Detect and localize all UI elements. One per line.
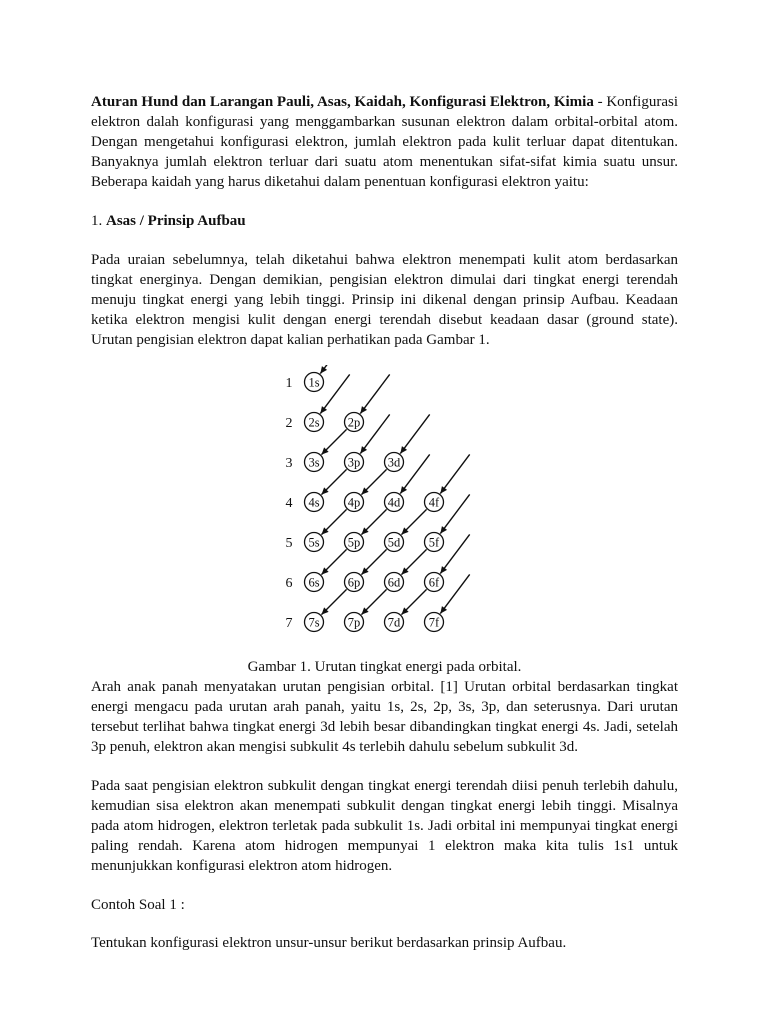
filling-paragraph: Pada saat pengisian elektron subkulit dengan tingkat energi terendah diisi penuh terlebih dahulu, kemudian sisa elektron akan menempati subkulit dengan tingkat energi lebih tinggi. Misalnya pada atom hidrogen, elektron terletak pada subkulit 1s. Jadi orbital ini mempunyai tingkat energi paling rendah. Karena atom hidrogen mempunyai 1 elektron maka kita tulis 1s1 untuk menunjukkan konfigurasi elektron atom hidrogen.	[91, 778, 678, 874]
filling-arrow-head	[320, 366, 327, 374]
filling-arrow-line	[440, 534, 469, 573]
filling-arrow-head	[440, 606, 447, 614]
orbital-label: 7s	[308, 615, 320, 630]
shell-level-label: 6	[285, 576, 293, 591]
orbital-label: 6f	[428, 575, 440, 590]
filling-arrow-line	[400, 454, 429, 493]
filling-arrow-line	[440, 574, 469, 613]
example-question: Tentukan konfigurasi elektron unsur-unsur berikut berdasarkan prinsip Aufbau.	[91, 935, 567, 951]
orbital-label: 7f	[428, 615, 440, 630]
aufbau-paragraph: Pada uraian sebelumnya, telah diketahui bahwa elektron menempati kulit atom berdasarkan tingkat energinya. Dengan demikian, pengisian elektron dimulai dari tingkat energi terendah menuju tingkat energi yang lebih tinggi. Prinsip ini dikenal dengan prinsip Aufbau. Keadaan ketika elektron mengisi kulit dengan energi terendah disebut keadaan dasar (ground state). Urutan pengisian elektron dapat kalian perhatikan pada Gambar 1.	[91, 252, 678, 348]
filling-arrow-line	[440, 494, 469, 533]
orbital-label: 3p	[347, 455, 361, 470]
title-separator: -	[593, 94, 607, 110]
article-title: Aturan Hund dan Larangan Pauli, Asas, Kaidah, Konfigurasi Elektron, Kimia	[91, 94, 594, 110]
aufbau-diagram	[91, 365, 678, 657]
aufbau-diagram-svg	[91, 365, 678, 657]
orbital-label: 7d	[387, 615, 401, 630]
filling-arrow-head	[400, 446, 407, 454]
orbital-label: 5f	[428, 535, 440, 550]
filling-arrow-head	[320, 406, 327, 414]
orbital-label: 7p	[347, 615, 361, 630]
filling-arrow-head	[400, 486, 407, 494]
shell-level-label: 4	[285, 496, 293, 511]
orbital-label: 6d	[387, 575, 401, 590]
filling-arrow-head	[360, 446, 367, 454]
orbital-label: 5s	[308, 535, 320, 550]
orbital-label: 4f	[428, 495, 440, 510]
example-label: Contoh Soal 1 :	[91, 897, 185, 913]
shell-level-label: 1	[285, 376, 293, 391]
orbital-label: 6p	[347, 575, 361, 590]
filling-arrow-head	[360, 406, 367, 414]
orbital-label: 2p	[347, 415, 361, 430]
orbital-label: 4p	[347, 495, 361, 510]
filling-arrow-head	[440, 566, 447, 574]
orbital-label: 3d	[387, 455, 401, 470]
orbital-label: 1s	[308, 375, 320, 390]
shell-level-label: 3	[285, 456, 293, 471]
orbital-label: 3s	[308, 455, 320, 470]
filling-arrow-line	[400, 414, 429, 453]
filling-arrow-line	[360, 374, 389, 413]
orbital-label: 2s	[308, 415, 320, 430]
orbital-label: 4d	[387, 495, 401, 510]
filling-arrow-head	[440, 486, 447, 494]
shell-level-label: 2	[285, 416, 293, 431]
section-title: Asas / Prinsip Aufbau	[106, 213, 246, 229]
section-heading	[91, 211, 678, 231]
orbital-label: 5d	[387, 535, 401, 550]
orbital-label: 6s	[308, 575, 320, 590]
filling-arrow-line	[360, 414, 389, 453]
intro-paragraph	[91, 92, 678, 192]
filling-arrow-line	[440, 454, 469, 493]
orbital-label: 4s	[308, 495, 320, 510]
document-body	[91, 92, 678, 953]
intro-text: Konfigurasi elektron dalah konfigurasi yang menggambarkan susunan elektron dalam orbital-orbital atom. Dengan mengetahui konfigurasi elektron, jumlah elektron pada kulit terluar dapat ditentukan. Banyaknya jumlah elektron terluar dari suatu atom menentukan sifat-sifat kimia suatu unsur. Beberapa kaidah yang harus diketahui dalam penentuan konfigurasi elektron yaitu:	[91, 94, 678, 190]
shell-level-label: 7	[285, 616, 293, 631]
filling-arrow-head	[440, 526, 447, 534]
section-number: 1.	[91, 213, 106, 229]
orbital-label: 5p	[347, 535, 361, 550]
shell-level-label: 5	[285, 536, 293, 551]
figure-caption: Gambar 1. Urutan tingkat energi pada orbital.	[247, 659, 522, 675]
arrow-explanation-paragraph: Arah anak panah menyatakan urutan pengisian orbital. [1] Urutan orbital berdasarkan tingkat energi mengacu pada urutan arah panah, yaitu 1s, 2s, 2p, 3s, 3p, dan seterusnya. Dari urutan tersebut terlihat bahwa tingkat energi 3d lebih besar dibandingkan tingkat energi 4s. Jadi, setelah 3p penuh, elektron akan mengisi subkulit 4s terlebih dahulu sebelum subkulit 3d.	[91, 679, 678, 755]
filling-arrow-line	[320, 374, 349, 413]
